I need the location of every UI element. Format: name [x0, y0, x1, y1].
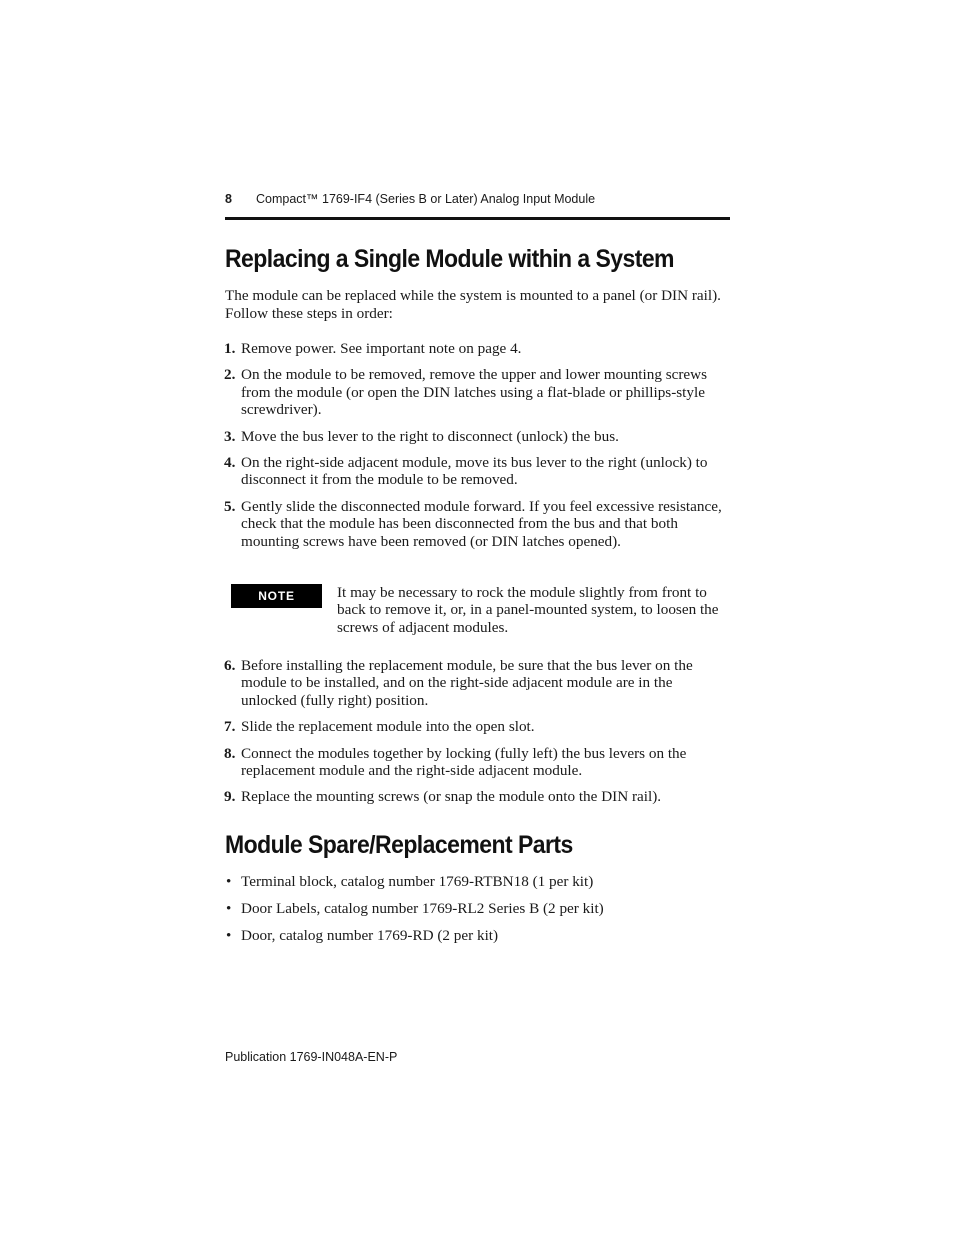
- publication-footer: Publication 1769-IN048A-EN-P: [225, 1050, 398, 1064]
- step-text: Move the bus lever to the right to disconnect (unlock) the bus.: [241, 427, 619, 445]
- list-item-text: Door, catalog number 1769-RD (2 per kit): [241, 926, 499, 944]
- step-item: [225, 340, 727, 357]
- bullet-glyph: •: [226, 873, 232, 890]
- intro-paragraph: The module can be replaced while the system is mounted to a panel (or DIN rail). Follow these steps in order:: [225, 287, 721, 322]
- page-number: 8: [225, 192, 232, 206]
- note-badge: NOTE: [231, 584, 322, 608]
- step-text: On the right-side adjacent module, move its bus lever to the right (unlock) to disconnect it from the module to be removed.: [241, 454, 708, 489]
- step-text: Gently slide the disconnected module forward. If you feel excessive resistance, check that the module has been disconnected from the bus and that both mounting screws have been removed (or DIN latches opened).: [241, 497, 722, 550]
- section-heading-spare-parts: Module Spare/Replacement Parts: [225, 831, 573, 859]
- step-item: [225, 788, 727, 805]
- step-item: [225, 428, 727, 445]
- step-text: Replace the mounting screws (or snap the module onto the DIN rail).: [241, 788, 662, 806]
- steps-list-part-1: [225, 340, 727, 559]
- step-text: Before installing the replacement module, be sure that the bus lever on the module to be installed, and on the right-side adjacent module are in the unlocked (fully right) position.: [241, 657, 693, 709]
- step-number: 3.: [224, 427, 236, 445]
- step-text: Connect the modules together by locking (fully left) the bus levers on the replacement module and the right-side adjacent module.: [241, 744, 687, 780]
- step-number: 1.: [224, 340, 236, 357]
- bullet-glyph: •: [226, 899, 232, 917]
- step-text: Remove power. See important note on page 4.: [241, 340, 522, 357]
- list-item-text: Door Labels, catalog number 1769-RL2 Series B (2 per kit): [241, 899, 604, 917]
- step-number: 9.: [224, 788, 236, 806]
- step-number: 5.: [224, 497, 236, 515]
- list-item: [225, 873, 725, 890]
- step-number: 2.: [224, 366, 236, 384]
- step-text: On the module to be removed, remove the upper and lower mounting screws from the module (or open the DIN latches using a flat-blade or phillips-style screwdriver).: [241, 366, 708, 419]
- note-text: It may be necessary to rock the module slightly from front to back to remove it, or, in a panel-mounted system, to loosen the screws of adjacent modules.: [337, 584, 719, 636]
- step-text: Slide the replacement module into the open slot.: [241, 718, 535, 736]
- step-item: [225, 745, 727, 780]
- list-item-text: Terminal block, catalog number 1769-RTBN18 (1 per kit): [241, 873, 594, 890]
- step-number: 6.: [224, 657, 236, 674]
- bullet-glyph: •: [226, 926, 232, 944]
- step-number: 4.: [224, 454, 236, 472]
- step-item: [225, 366, 727, 418]
- list-item: [225, 927, 725, 944]
- list-item: [225, 900, 725, 917]
- step-item: [225, 454, 727, 489]
- step-number: 8.: [224, 744, 236, 762]
- header-title: Compact™ 1769-IF4 (Series B or Later) Analog Input Module: [256, 192, 596, 206]
- step-item: [225, 718, 727, 735]
- step-item: [225, 657, 727, 709]
- section-heading-replacing-module: Replacing a Single Module within a System: [225, 245, 674, 273]
- step-item: [225, 498, 727, 550]
- parts-list: [225, 873, 725, 954]
- running-header: [225, 191, 730, 220]
- step-number: 7.: [224, 718, 236, 736]
- steps-list-part-2: [225, 657, 727, 815]
